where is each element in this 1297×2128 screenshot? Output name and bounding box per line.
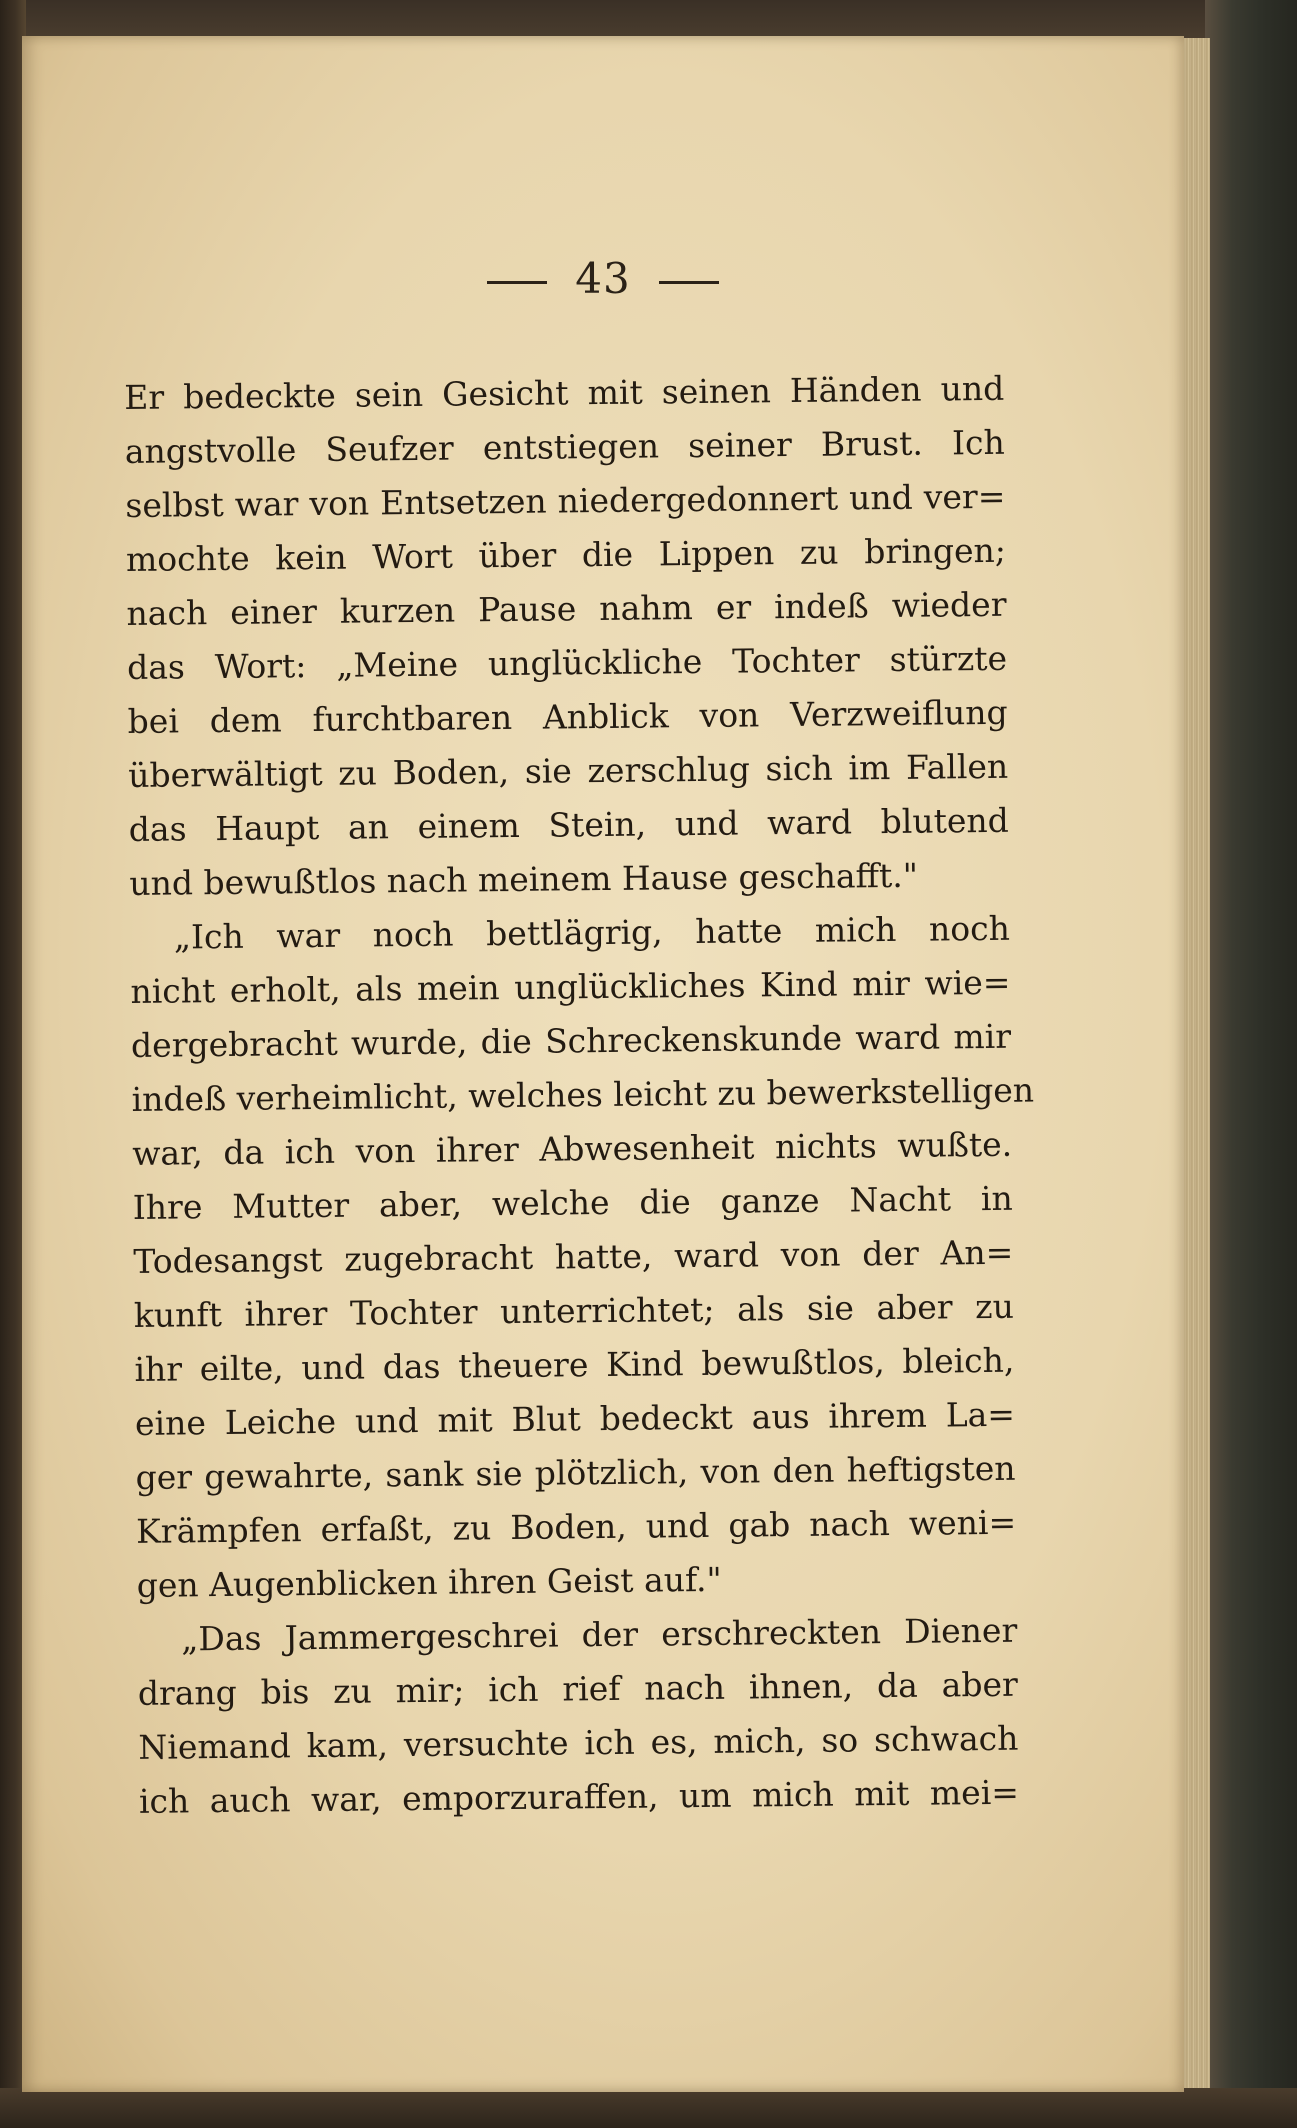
text-line: angstvolle Seufzer entstiegen seiner Brust. Ich <box>124 422 1005 471</box>
text-line: überwältigt zu Boden, sie zerschlug sich im Fallen <box>128 746 1009 795</box>
text-line: selbst war von Entsetzen niedergedonnert und ver= <box>125 476 1006 525</box>
text-line: ihr eilte, und das theuere Kind bewußtlos, bleich, <box>134 1340 1015 1389</box>
text-line: eine Leiche und mit Blut bedeckt aus ihrem La= <box>134 1394 1016 1443</box>
page-stack-edges <box>1180 38 1210 2090</box>
text-line: bei dem furchtbaren Anblick von Verzweiflung <box>127 692 1008 741</box>
book-bottom-edge <box>0 2088 1297 2128</box>
text-line: war, da ich von ihrer Abwesenheit nichts wußte. <box>131 1124 1013 1173</box>
book-page <box>22 36 1184 2092</box>
page-number-header <box>22 254 1184 303</box>
text-line: gen Augenblicken ihren Geist auf." <box>136 1559 722 1605</box>
text-line: das Wort: „Meine unglückliche Tochter stürzte <box>126 638 1008 687</box>
text-line: und bewußtlos nach meinem Hause geschafft." <box>129 855 919 903</box>
page-number: 43 <box>575 254 631 303</box>
text-line: „Das Jammergeschrei der erschreckten Diener <box>181 1610 1018 1659</box>
page-number-dash-right <box>659 281 719 284</box>
text-line: ich auch war, emporzuraffen, um mich mit mei= <box>138 1772 1020 1821</box>
text-line: Ihre Mutter aber, welche die ganze Nacht in <box>132 1178 1013 1227</box>
page-number-dash-left <box>487 281 547 284</box>
book-top-edge <box>0 0 1297 40</box>
text-line: nach einer kurzen Pause nahm er indeß wieder <box>126 584 1007 633</box>
text-line: Todesangst zugebracht hatte, ward von der An= <box>133 1232 1014 1281</box>
text-line: mochte kein Wort über die Lippen zu bringen; <box>125 530 1007 579</box>
text-line: ger gewahrte, sank sie plötzlich, von den heftigsten <box>135 1448 1016 1497</box>
book-cover-edge <box>1205 0 1297 2128</box>
text-line: kunft ihrer Tochter unterrichtet; als sie aber zu <box>133 1286 1015 1335</box>
text-line: dergebracht wurde, die Schreckenskunde ward mir <box>130 1016 1012 1065</box>
text-line: Krämpfen erfaßt, zu Boden, und gab nach weni= <box>135 1502 1017 1551</box>
page-body-text <box>124 362 1035 1829</box>
text-line: indeß verheimlicht, welches leicht zu bewerkstelligen <box>131 1070 1035 1119</box>
text-line: „Ich war noch bettlägrig, hatte mich noch <box>173 908 1011 957</box>
text-line: Niemand kam, versuchte ich es, mich, so schwach <box>138 1718 1019 1767</box>
text-line: nicht erholt, als mein unglückliches Kind mir wie= <box>130 962 1011 1011</box>
text-line: das Haupt an einem Stein, und ward blutend <box>128 800 1009 849</box>
text-line: Er bedeckte sein Gesicht mit seinen Händen und <box>124 368 1005 417</box>
text-line: drang bis zu mir; ich rief nach ihnen, da aber <box>137 1664 1019 1713</box>
